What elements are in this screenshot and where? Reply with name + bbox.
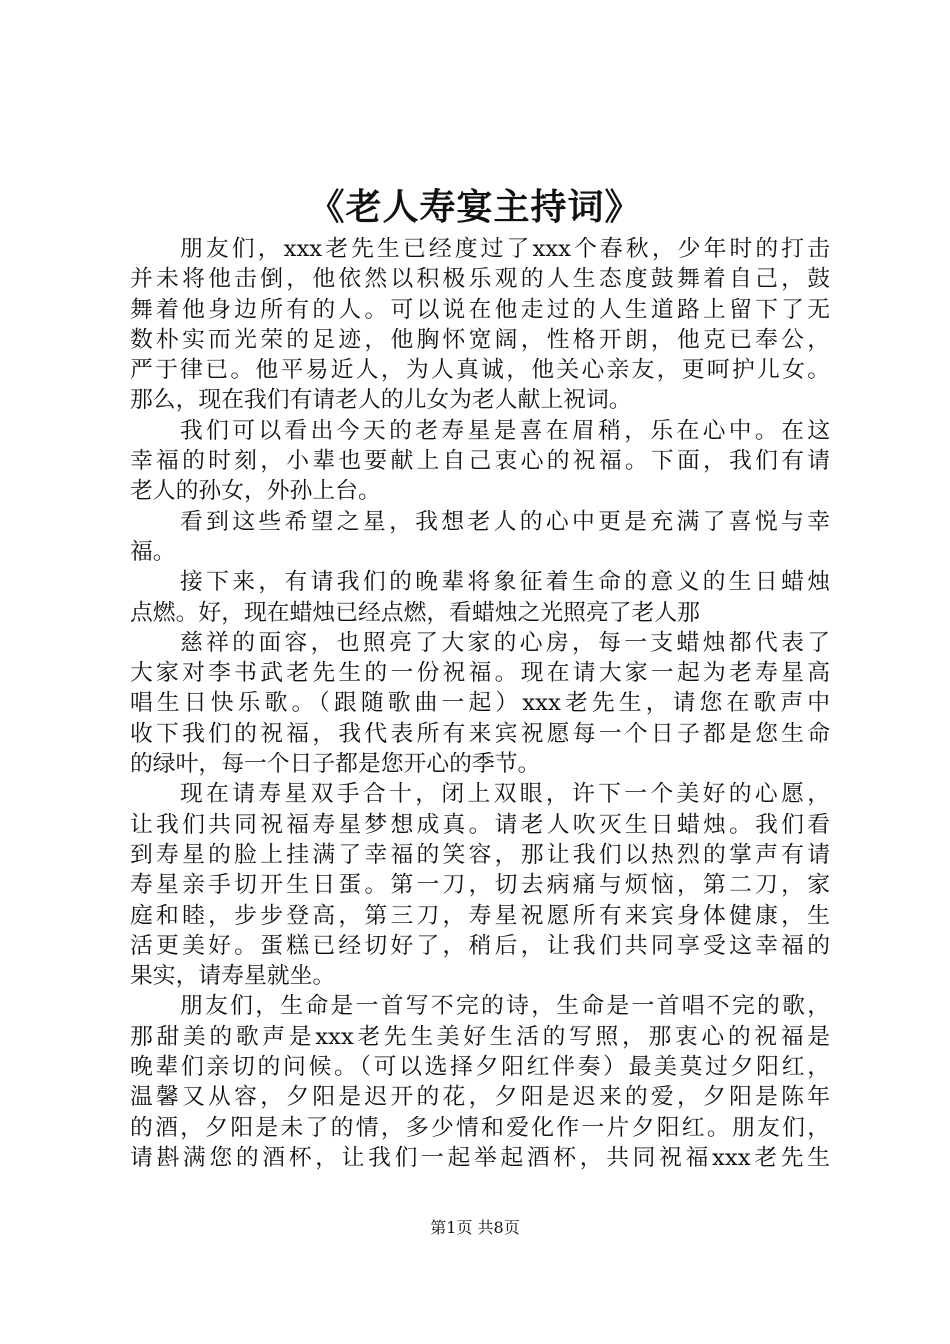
body-line: 庭和睦，步步登高，第三刀，寿星祝愿所有来宾身体健康，生 — [130, 902, 830, 929]
body-line: 寿星亲手切开生日蛋。第一刀，切去病痛与烦恼，第二刀，家 — [130, 872, 830, 899]
body-line: 朋友们，生命是一首写不完的诗，生命是一首唱不完的歌， — [180, 993, 830, 1020]
body-line: 老人的孙女，外孙上台。 — [130, 478, 381, 505]
body-line: 看到这些希望之星，我想老人的心中更是充满了喜悦与幸 — [180, 508, 830, 535]
body-line: 数朴实而光荣的足迹，他胸怀宽阔，性格开朗，他克已奉公， — [130, 326, 830, 353]
body-line: 慈祥的面容，也照亮了大家的心房，每一支蜡烛都代表了 — [180, 629, 830, 656]
document-body — [130, 234, 830, 1173]
body-line: 那么，现在我们有请老人的儿女为老人献上祝词。 — [130, 387, 632, 414]
body-line: 我们可以看出今天的老寿星是喜在眉稍，乐在心中。在这 — [180, 417, 830, 444]
body-line: 让我们共同祝福寿星梦想成真。请老人吹灭生日蜡烛。我们看 — [130, 811, 830, 838]
body-line: 福。 — [130, 538, 176, 565]
body-line: 幸福的时刻，小辈也要献上自己衷心的祝福。下面，我们有请 — [130, 448, 830, 475]
body-line: 晚辈们亲切的问候。（可以选择夕阳红伴奏）最美莫过夕阳红， — [130, 1054, 830, 1081]
body-line: 的绿叶，每一个日子都是您开心的季节。 — [130, 751, 541, 778]
body-line: 严于律已。他平易近人，为人真诚，他关心亲友，更呵护儿女。 — [130, 357, 830, 384]
body-line: 大家对李书武老先生的一份祝福。现在请大家一起为老寿星高 — [130, 660, 830, 687]
body-line: 到寿星的脸上挂满了幸福的笑容，那让我们以热烈的掌声有请 — [130, 841, 830, 868]
body-line: 现在请寿星双手合十，闭上双眼，许下一个美好的心愿， — [180, 781, 830, 808]
body-line: 并未将他击倒，他依然以积极乐观的人生态度鼓舞着自己，鼓 — [130, 266, 830, 293]
body-line: 果实，请寿星就坐。 — [130, 963, 336, 990]
document-title: 《老人寿宴主持词》 — [308, 186, 642, 228]
body-line: 的酒，夕阳是未了的情，多少情和爱化作一片夕阳红。朋友们， — [130, 1114, 830, 1141]
body-line: 温馨又从容，夕阳是迟开的花，夕阳是迟来的爱，夕阳是陈年 — [130, 1084, 830, 1111]
body-line: 请斟满您的酒杯，让我们一起举起酒杯，共同祝福xxx老先生 — [130, 1144, 830, 1171]
body-line: 活更美好。蛋糕已经切好了，稍后，让我们共同享受这幸福的 — [130, 932, 830, 959]
body-line: 收下我们的祝福，我代表所有来宾祝愿每一个日子都是您生命 — [130, 720, 830, 747]
body-line: 唱生日快乐歌。（跟随歌曲一起）xxx老先生，请您在歌声中 — [130, 690, 830, 717]
body-line: 朋友们，xxx老先生已经度过了xxx个春秋，少年时的打击 — [180, 236, 830, 262]
body-line: 舞着他身边所有的人。可以说在他走过的人生道路上留下了无 — [130, 296, 830, 323]
body-line: 点燃。好，现在蜡烛已经点燃，看蜡烛之光照亮了老人那 — [130, 599, 700, 626]
body-line: 那甜美的歌声是xxx老先生美好生活的写照，那衷心的祝福是 — [130, 1023, 830, 1050]
page-footer: 第1页 共8页 — [430, 1218, 520, 1237]
body-line: 接下来，有请我们的晚辈将象征着生命的意义的生日蜡烛 — [180, 569, 830, 596]
